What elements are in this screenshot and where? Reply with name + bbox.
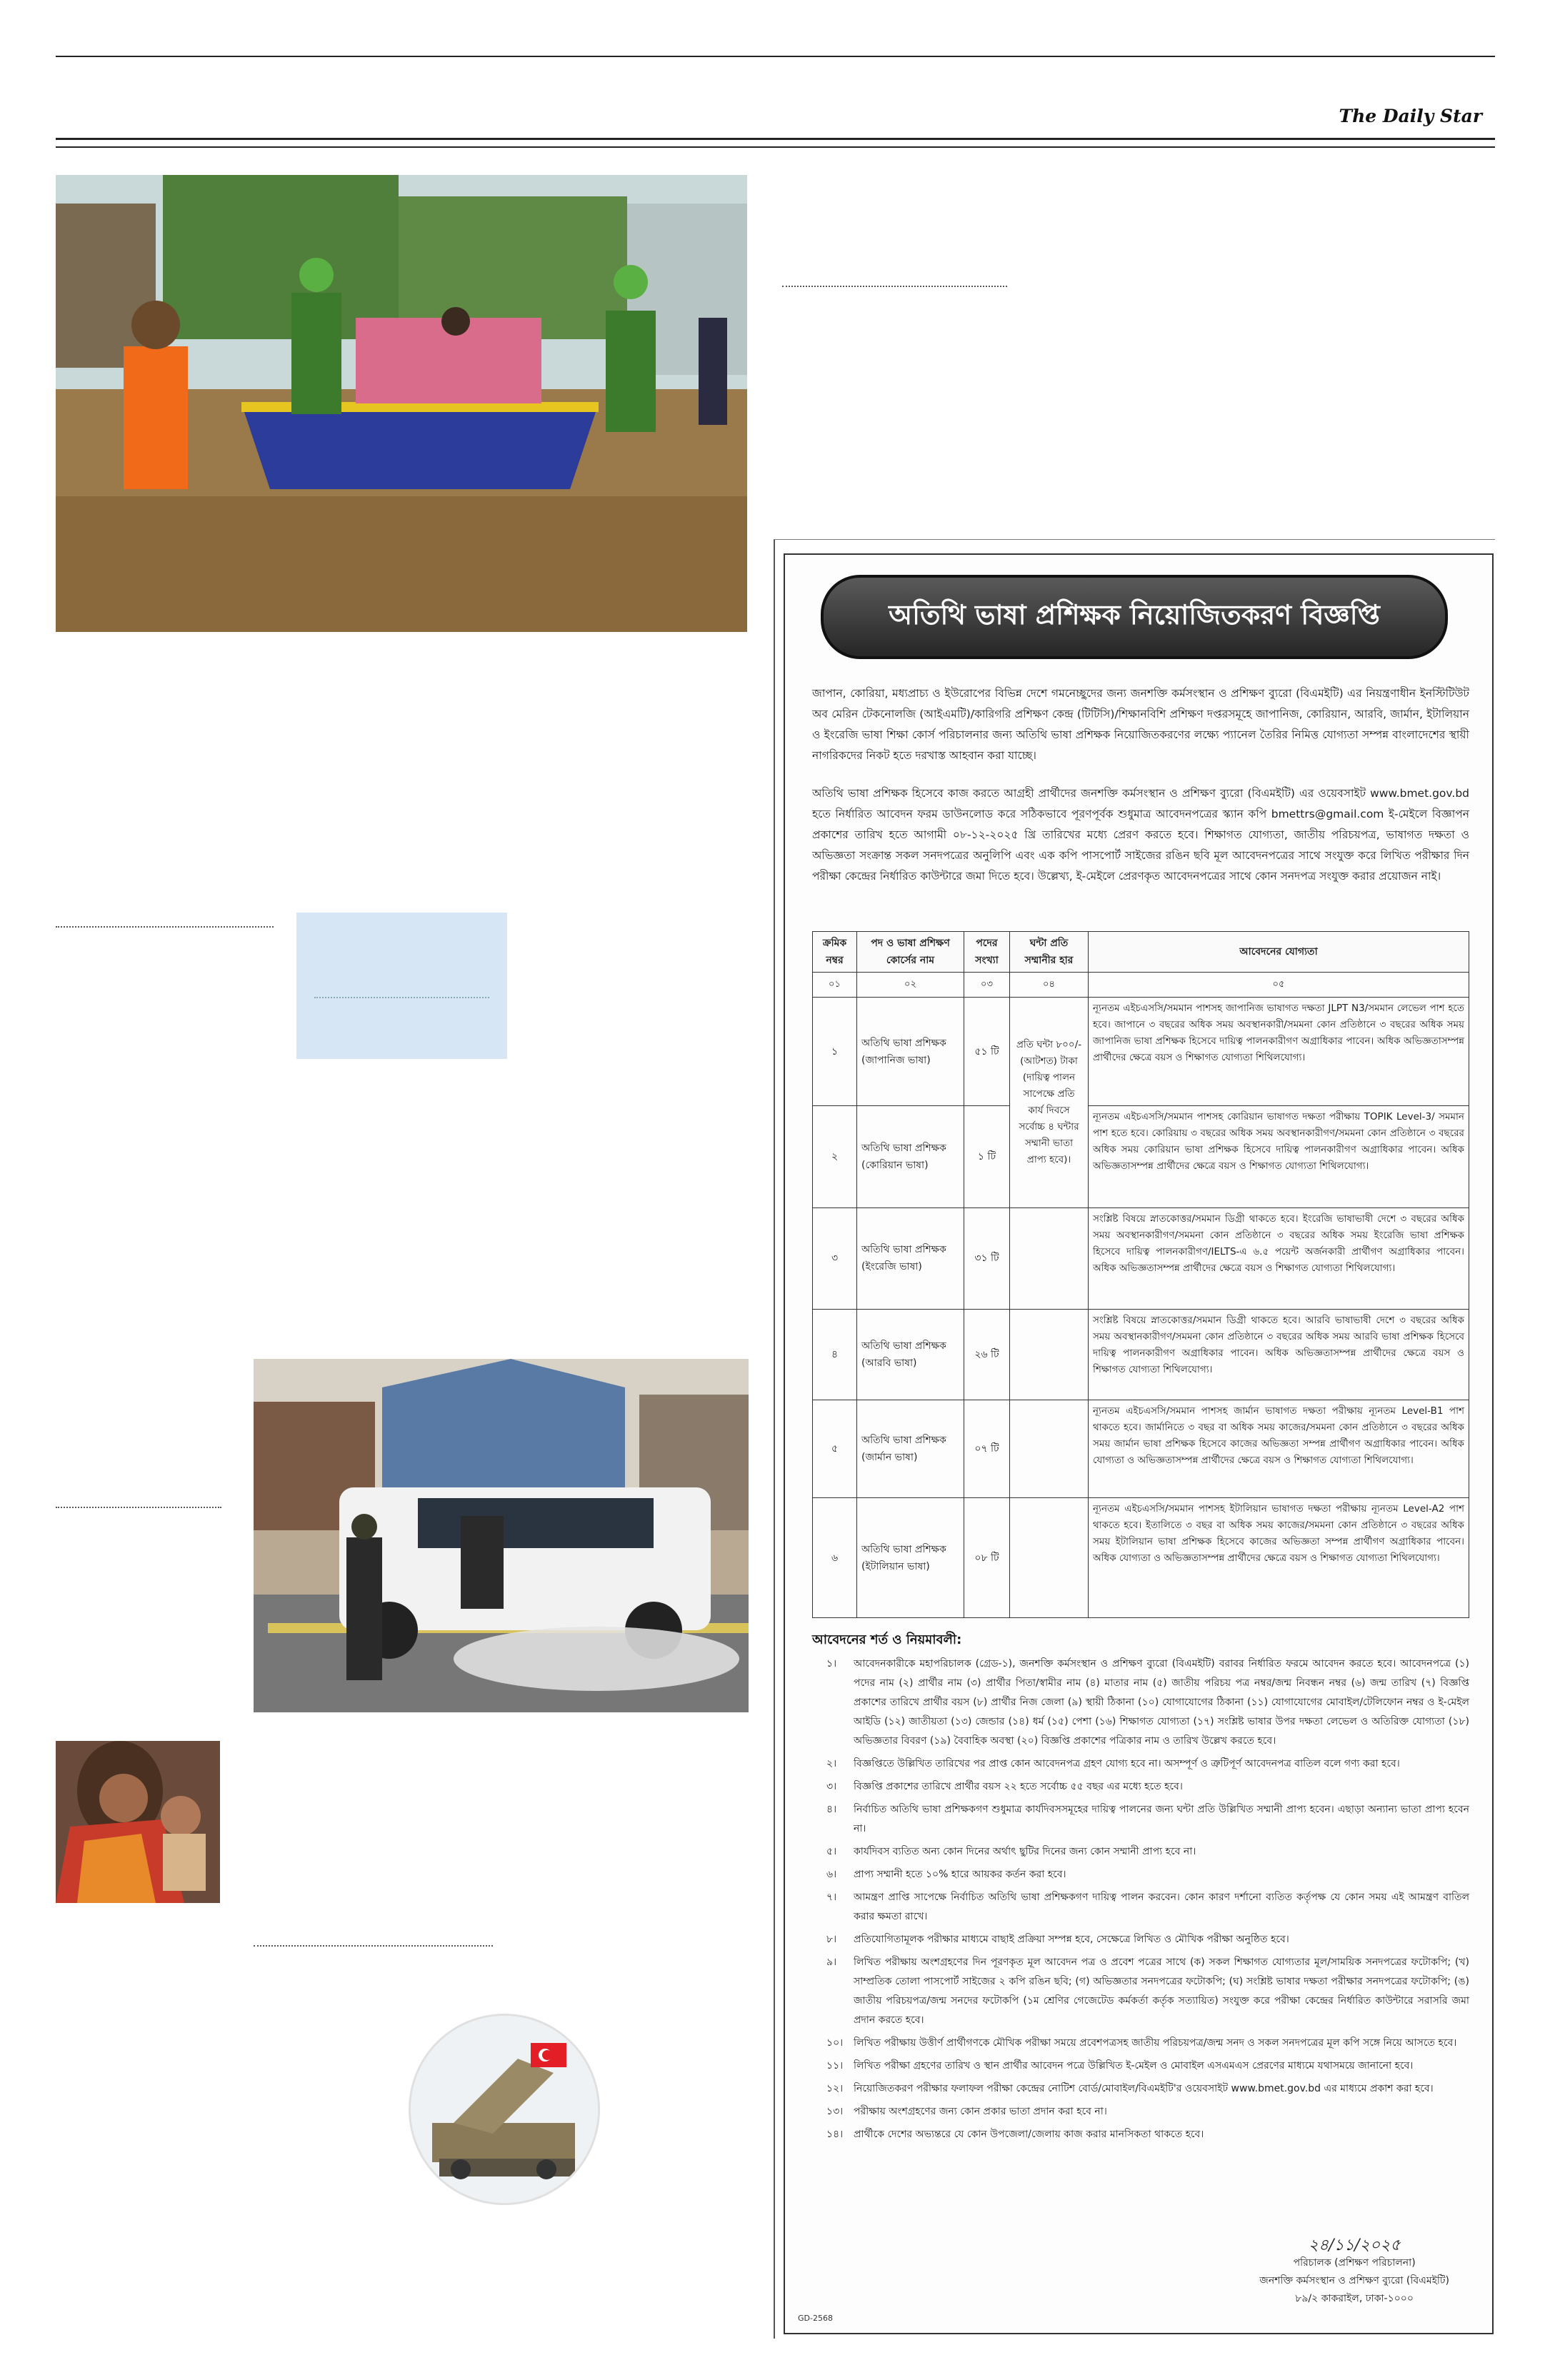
rule-text: প্রার্থীকে দেশের অভ্যন্তরে যে কোন উপজেলা/জেলায় কাজ করার মানসিকতা থাকতে হবে। [854, 2129, 1204, 2140]
col-header: ক্রমিক নম্বর [813, 932, 857, 973]
row-qualification: সংশ্লিষ্ট বিষয়ে স্নাতকোত্তর/সমমান ডিগ্রী থাকতে হবে। আরবি ভাষাভাষী দেশে ৩ বছরের অধিক সময় অবস্থানকারীগণ/সমমনা কোন প্রতিষ্ঠানে ৩ বছরের অধিক সময় আরবি ভাষা প্রশিক্ষক হিসেবে দায়িত্ব পালনকারীগণ অগ্রাধিকার পাবেন। অধিক অভিজ্ঞতাসম্পন্ন প্রার্থীদের ক্ষেত্রে বয়স ও শিক্ষাগত যোগ্যতা শিথিলযোগ্য। [1089, 1310, 1469, 1400]
col-header: পদ ও ভাষা প্রশিক্ষণ কোর্সের নাম [857, 932, 964, 973]
rule-number: ৬। [826, 1869, 837, 1880]
rule-item [812, 1888, 1469, 1927]
row-serial: ৫ [813, 1400, 857, 1498]
rule-item [812, 2125, 1469, 2144]
rule-text: বিজ্ঞপ্তিতে উল্লিখিত তারিখের পর প্রাপ্ত কোন আবেদনপত্র গ্রহণ যোগ্য হবে না। অসম্পূর্ণ ও ত্রুটিপূর্ণ আবেদনপত্র বাতিল বলে গণ্য করা হবে। [854, 1758, 1400, 1769]
rule-number: ৯। [826, 1957, 837, 1968]
rule-text: প্রাপ্য সম্মানী হতে ১০% হারে আয়কর কর্তন করা হবে। [854, 1869, 1066, 1880]
rule-text: লিখিত পরীক্ষায় উত্তীর্ণ প্রার্থীগণকে মৌখিক পরীক্ষা সময়ে প্রবেশপত্রসহ জাতীয় পরিচয়পত্র/জন্ম সনদ ও সকল সনদপত্রের মূল কপি সঙ্গে নিয়ে আসতে হবে। [854, 2037, 1457, 2049]
row-qualification: ন্যূনতম এইচএসসি/সমমান পাশসহ জার্মান ভাষাগত দক্ষতা পরীক্ষায় ন্যূনতম Level-B1 পাশ থাকতে হবে। জার্মানিতে ৩ বছর বা অধিক সময় কাজের/সমমনা কোন প্রতিষ্ঠানে ৩ বছরের অধিক সময় জার্মান ভাষা প্রশিক্ষক হিসেবে কাজের অভিজ্ঞতা সম্পন্ন প্রার্থীগণ অগ্রাধিকার পাবেন। অধিক যোগ্যতা ও অভিজ্ঞতাসম্পন্ন প্রার্থীদের ক্ষেত্রে বয়স ও শিক্ষাগত যোগ্যতা শিথিলযোগ্য। [1089, 1400, 1469, 1498]
rule-text: পরীক্ষায় অংশগ্রহণের জন্য কোন প্রকার ভাতা প্রদান করা হবে না। [854, 2106, 1107, 2117]
rate-cell-empty [1010, 1310, 1089, 1400]
row-post-count: ৫১ টি [964, 998, 1010, 1106]
honorarium-rate: প্রতি ঘন্টা ৮০০/- (আটশত) টাকা (দায়িত্ব পালন সাপেক্ষে প্রতি কার্য দিবসে সর্বোচ্চ ৪ ঘন্টার সম্মানী ভাতা প্রাপ্য হবে)। [1010, 998, 1089, 1208]
signature-block [1259, 2236, 1449, 2308]
table-row [813, 1106, 1469, 1207]
row-serial: ২ [813, 1106, 857, 1207]
gd-code: GD-2568 [798, 2314, 833, 2323]
rule-text: লিখিত পরীক্ষা গ্রহণের তারিখ ও স্থান প্রার্থীর আবেদন পত্রে উল্লিখিত ই-মেইল ও মোবাইল এসএমএস প্রেরণের মাধ্যমে যথাসময়ে জানানো হবে। [854, 2060, 1414, 2072]
police-raid-photo [254, 1359, 749, 1712]
row-serial: ১ [813, 998, 857, 1106]
signatory-title: পরিচালক (প্রশিক্ষণ পরিচালনা) [1293, 2257, 1416, 2269]
signatory-organization: জনশক্তি কর্মসংস্থান ও প্রশিক্ষণ ব্যুরো (বিএমইটি) [1259, 2275, 1449, 2286]
table-index-row [813, 973, 1469, 998]
col-header: আবেদনের যোগ্যতা [1089, 932, 1469, 973]
header-rule-top [56, 138, 1495, 140]
col-index: ০১ [813, 973, 857, 998]
row-serial: ৩ [813, 1207, 857, 1309]
rate-cell-empty [1010, 1207, 1089, 1309]
rule-number: ১৪। [826, 2129, 844, 2140]
rule-text: প্রতিযোগিতামূলক পরীক্ষার মাধ্যমে বাছাই প্রক্রিয়া সম্পন্ন হবে, সেক্ষেত্রে লিখিত ও মৌখিক পরীক্ষা অনুষ্ঠিত হবে। [854, 1934, 1289, 1945]
rule-item [812, 2034, 1469, 2053]
top-rule [56, 56, 1495, 57]
row-qualification: সংশ্লিষ্ট বিষয়ে স্নাতকোত্তর/সমমান ডিগ্রী থাকতে হবে। ইংরেজি ভাষাভাষী দেশে ৩ বছরের অধিক সময় অবস্থানকারীগণ/সমমনা কোন প্রতিষ্ঠানে ৩ বছরের অধিক সময় ইংরেজি ভাষা প্রশিক্ষক হিসেবে দায়িত্ব পালনকারীগণ/IELTS-এ ৬.৫ পয়েন্ট অর্জনকারী প্রার্থীগণ অগ্রাধিকার পাবেন। অধিক অভিজ্ঞতাসম্পন্ন প্রার্থীদের ক্ষেত্রে বয়স ও শিক্ষাগত যোগ্যতা শিথিলযোগ্য। [1089, 1207, 1469, 1309]
row-serial: ৬ [813, 1498, 857, 1618]
table-row [813, 1400, 1469, 1498]
table-row [813, 1207, 1469, 1309]
rule-text: লিখিত পরীক্ষায় অংশগ্রহণের দিন পূরণকৃত মূল আবেদন পত্র ও প্রবেশ পত্রের সাথে (ক) সকল শিক্ষাগত যোগ্যতার মূল/সাময়িক সনদপত্রের ফটোকপি; (খ) সাম্প্রতিক তোলা পাসপোর্ট সাইজের ২ কপি রঙিন ছবি; (গ) অভিজ্ঞতার সনদপত্রের ফটোকপি; (ঘ) সংশ্লিষ্ট ভাষার দক্ষতা পরীক্ষার সনদপত্রের ফটোকপি; (ঙ) জাতীয় পরিচয়পত্র/জন্ম সনদের ফটোকপি (১ম শ্রেণির গেজেটেড কর্মকর্তা কর্তৃক সত্যায়িত) সংযুক্ত করে পরীক্ষা কেন্দ্রের নির্ধারিত কাউন্টারে সরাসরি জমা প্রদান করতে হবে। [854, 1957, 1469, 2026]
col-index: ০২ [857, 973, 964, 998]
row-post-count: ৩১ টি [964, 1207, 1010, 1309]
advert-intro: জাপান, কোরিয়া, মধ্যপ্রাচ্য ও ইউরোপের বিভিন্ন দেশে গমনেচ্ছুদের জন্য জনশক্তি কর্মসংস্থান ও প্রশিক্ষণ ব্যুরো (বিএমইটি) এর নিয়ন্ত্রণাধীন ইনস্টিটিউট অব মেরিন টেকনোলজি (আইএমটি)/কারিগরি প্রশিক্ষণ কেন্দ্র (টিটিসি)/শিক্ষানবিশি প্রশিক্ষণ দপ্তরসমূহে জাপানিজ, কোরিয়ান, আরবি, জার্মান, ইটালিয়ান ও ইংরেজি ভাষা শিক্ষা কোর্স পরিচালনার জন্য অতিথি ভাষা প্রশিক্ষক নিয়োজিতকরণের লক্ষ্যে প্যানেল তৈরির নিমিত্ত যোগ্যতা সম্পন্ন বাংলাদেশের স্থায়ী নাগরিকদের নিকট হতে দরখাস্ত আহবান করা যাচ্ছে। [812, 687, 1469, 762]
rule-text: আবেদনকারীকে মহাপরিচালক (গ্রেড-১), জনশক্তি কর্মসংস্থান ও প্রশিক্ষণ ব্যুরো (বিএমইটি) বরাবর নির্ধারিত ফরমে আবেদন করতে হবে। আবেদনপত্রে (১) পদের নাম (২) প্রার্থীর নাম (৩) প্রার্থীর পিতা/স্বামীর নাম (৪) মাতার নাম (৫) জাতীয় পরিচয় পত্র নম্বর/জন্ম নিবন্ধন নম্বর (৬) জন্ম তারিখ (৭) বিজ্ঞপ্তি প্রকাশের তারিখে প্রার্থীর বয়স (৮) প্রার্থীর নিজ জেলা (৯) স্থায়ী ঠিকানা (১০) যোগাযোগের ঠিকানা (১১) যোগাযোগের মোবাইল/টেলিফোন নম্বর ও ই-মেইল আইডি (১২) জাতীয়তা (১৩) জেন্ডার (১৪) ধর্ম (১৫) পেশা (১৬) শিক্ষাগত যোগ্যতা (১৭) সংশ্লিষ্ট ভাষার উপর দক্ষতা লেভেল ও অতিরিক্ত যোগ্যতা (১৮) অভিজ্ঞতার বিবরণ (১৯) বৈবাহিক অবস্থা (২০) বিজ্ঞপ্তি প্রকাশের পত্রিকার নাম ও তারিখ উল্লেখ করতে হবে। [854, 1658, 1469, 1747]
col-index: ০৫ [1089, 973, 1469, 998]
rule-item [812, 1800, 1469, 1839]
row-post-name: অতিথি ভাষা প্রশিক্ষক (জাপানিজ ভাষা) [857, 998, 964, 1106]
row-post-name: অতিথি ভাষা প্রশিক্ষক (ইংরেজি ভাষা) [857, 1207, 964, 1309]
row-qualification: ন্যূনতম এইচএসসি/সমমান পাশসহ ইটালিয়ান ভাষাগত দক্ষতা পরীক্ষায় ন্যূনতম Level-A2 পাশ থাকতে হবে। ইতালিতে ৩ বছর বা অধিক সময় কাজের/সমমনা কোন প্রতিষ্ঠানে ৩ বছরের অধিক সময় ইটালিয়ান ভাষা প্রশিক্ষক হিসেবে কাজের অভিজ্ঞতা সম্পন্ন প্রার্থীগণ অগ্রাধিকার পাবেন। অধিক যোগ্যতা ও অভিজ্ঞতাসম্পন্ন প্রার্থীদের ক্ষেত্রে বয়স ও শিক্ষাগত যোগ্যতা শিথিলযোগ্য। [1089, 1498, 1469, 1618]
rule-text: আমন্ত্রণ প্রাপ্তি সাপেক্ষে নির্বাচিত অতিথি ভাষা প্রশিক্ষকগণ দায়িত্ব পালন করবেন। কোন কারণ দর্শানো ব্যতিত কর্তৃপক্ষ যে কোন সময় এই আমন্ত্রণ বাতিল করার ক্ষমতা রাখে। [854, 1892, 1469, 1922]
row-post-name: অতিথি ভাষা প্রশিক্ষক (ইটালিয়ান ভাষা) [857, 1498, 964, 1618]
rule-number: ৭। [826, 1892, 837, 1903]
row-post-count: ০৭ টি [964, 1400, 1010, 1498]
rule-item [812, 2057, 1469, 2076]
rule-item [812, 1655, 1469, 1751]
masthead-logo: The Daily Star [1339, 106, 1482, 126]
rule-number: ৮। [826, 1934, 837, 1945]
rules-list [812, 1655, 1469, 2148]
mother-child-photo [56, 1741, 220, 1903]
row-qualification: ন্যূনতম এইচএসসি/সমমান পাশসহ জাপানিজ ভাষাগত দক্ষতা JLPT N3/সমমান লেভেল পাশ হতে হবে। জাপানে ৩ বছরের অধিক সময় অবস্থানকারী/সমমনা কোন প্রতিষ্ঠানে ৩ বছরের অধিক সময় জাপানিজ ভাষা প্রশিক্ষক হিসেবে দায়িত্ব পালনকারীগণ অগ্রাধিকার পাবেন। অধিক অভিজ্ঞতাসম্পন্ন প্রার্থীদের ক্ষেত্রে বয়স ও শিক্ষাগত যোগ্যতা শিথিলযোগ্য। [1089, 998, 1469, 1106]
flood-rescue-photo [56, 175, 747, 632]
rule-item [812, 1842, 1469, 1862]
rule-item [812, 1865, 1469, 1884]
rule-number: ৪। [826, 1804, 837, 1815]
rule-item [812, 1953, 1469, 2030]
job-advertisement [784, 553, 1494, 2334]
row-post-count: ০৮ টি [964, 1498, 1010, 1618]
rules-heading: আবেদনের শর্ত ও নিয়মাবলী: [812, 1632, 962, 1647]
rate-cell-empty [1010, 1498, 1089, 1618]
signature-date: ২৪/১১/২০২৫ [1308, 2236, 1401, 2254]
column-separator [56, 1507, 221, 1508]
rule-number: ২। [826, 1758, 837, 1769]
row-post-name: অতিথি ভাষা প্রশিক্ষক (কোরিয়ান ভাষা) [857, 1106, 964, 1207]
vacancy-table [812, 931, 1469, 1618]
rule-text: নির্বাচিত অতিথি ভাষা প্রশিক্ষকগণ শুধুমাত্র কার্যদিবসসমূহের দায়িত্ব পালনের জন্য ঘন্টা প্রতি উল্লিখিত সম্মানী প্রাপ্য হবেন। এছাড়া অন্যান্য ভাতা প্রাপ্য হবেন না। [854, 1804, 1469, 1834]
rule-number: ১০। [826, 2037, 844, 2049]
rule-text: নিয়োজিতকরণ পরীক্ষার ফলাফল পরীক্ষা কেন্দ্রের নোটিশ বোর্ড/মোবাইল/বিএমইটি'র ওয়েবসাইট www.bmet.gov.bd এর মাধ্যমে প্রকাশ করা হবে। [854, 2083, 1434, 2094]
column-separator [56, 926, 274, 928]
rule-number: ১। [826, 1658, 837, 1669]
info-box [296, 913, 507, 1059]
column-separator [782, 286, 1007, 287]
rule-number: ৫। [826, 1846, 837, 1857]
table-row [813, 1498, 1469, 1618]
row-serial: ৪ [813, 1310, 857, 1400]
advert-frame-top [774, 539, 1495, 540]
rule-number: ১১। [826, 2060, 844, 2072]
rule-item [812, 1930, 1469, 1949]
advert-application-instructions: অতিথি ভাষা প্রশিক্ষক হিসেবে কাজ করতে আগ্রহী প্রার্থীদের জনশক্তি কর্মসংস্থান ও প্রশিক্ষণ ব্যুরো (বিএমইটি) এর ওয়েবসাইট www.bmet.gov.bd হতে নির্ধারিত আবেদন ফরম ডাউনলোড করে সঠিকভাবে পূরণপূর্বক শুধুমাত্র আবেদনপত্রের স্ক্যান কপি bmettrs@gmail.com ই-মেইলে বিজ্ঞাপন প্রকাশের তারিখ হতে আগামী ০৮-১২-২০২৫ খ্রি তারিখের মধ্যে প্রেরণ করতে হবে। শিক্ষাগত যোগ্যতা, জাতীয় পরিচয়পত্র, ভাষাগত দক্ষতা ও অভিজ্ঞতা সংক্রান্ত সকল সনদপত্রের অনুলিপি এবং এক কপি পাসপোর্ট সাইজের রঙিন ছবি মূল আবেদনপত্রের সাথে সংযুক্ত করে লিখিত পরীক্ষার দিন পরীক্ষা কেন্দ্রের নির্ধারিত কাউন্টারে জমা দিতে হবে। উল্লেখ্য, ই-মেইলে প্রেরণকৃত আবেদনপত্রের সাথে কোন সনদপত্র সংযুক্ত করার প্রয়োজন নাই। [812, 787, 1469, 883]
table-header-row [813, 932, 1469, 973]
rule-number: ১৩। [826, 2106, 844, 2117]
col-index: ০৩ [964, 973, 1010, 998]
col-header: পদের সংখ্যা [964, 932, 1010, 973]
rule-item [812, 1754, 1469, 1774]
header-rule-bottom [56, 146, 1495, 148]
row-qualification: ন্যূনতম এইচএসসি/সমমান পাশসহ কোরিয়ান ভাষাগত দক্ষতা পরীক্ষায় TOPIK Level-3/ সমমান পাশ হতে হবে। কোরিয়ায় ৩ বছরের অধিক সময় অবস্থানকারীগণ/সমমনা কোন প্রতিষ্ঠানে ৩ বছরের অধিক সময় কোরিয়ান ভাষা প্রশিক্ষক হিসেবে দায়িত্ব পালনকারীগণ অগ্রাধিকার পাবেন। অধিক অভিজ্ঞতাসম্পন্ন প্রার্থীদের ক্ষেত্রে বয়স ও শিক্ষাগত যোগ্যতা শিথিলযোগ্য। [1089, 1106, 1469, 1207]
row-post-count: ২৬ টি [964, 1310, 1010, 1400]
info-box-divider [314, 997, 489, 998]
advert-title: অতিথি ভাষা প্রশিক্ষক নিয়োজিতকরণ বিজ্ঞপ্তি [821, 575, 1448, 659]
table-row [813, 998, 1469, 1106]
rule-text: বিজ্ঞপ্তি প্রকাশের তারিখে প্রার্থীর বয়স ২২ হতে সর্বোচ্চ ৫৫ বছর এর মধ্যে হতে হবে। [854, 1781, 1183, 1792]
rule-item [812, 2079, 1469, 2099]
missile-system-badge [409, 2014, 600, 2205]
column-separator [254, 1945, 493, 1947]
table-row [813, 1310, 1469, 1400]
rule-number: ৩। [826, 1781, 837, 1792]
signatory-address: ৮৯/২ কাকরাইল, ঢাকা-১০০০ [1295, 2293, 1414, 2304]
advert-frame-line [774, 539, 775, 2339]
rule-number: ১২। [826, 2083, 844, 2094]
rule-item [812, 2102, 1469, 2122]
col-header: ঘন্টা প্রতি সম্মানীর হার [1010, 932, 1089, 973]
row-post-count: ১ টি [964, 1106, 1010, 1207]
rule-item [812, 1777, 1469, 1797]
col-index: ০৪ [1010, 973, 1089, 998]
row-post-name: অতিথি ভাষা প্রশিক্ষক (আরবি ভাষা) [857, 1310, 964, 1400]
row-post-name: অতিথি ভাষা প্রশিক্ষক (জার্মান ভাষা) [857, 1400, 964, 1498]
rate-cell-empty [1010, 1400, 1089, 1498]
rule-text: কার্যদিবস ব্যতিত অন্য কোন দিনের অর্থাৎ ছুটির দিনের জন্য কোন সম্মানী প্রাপ্য হবে না। [854, 1846, 1196, 1857]
